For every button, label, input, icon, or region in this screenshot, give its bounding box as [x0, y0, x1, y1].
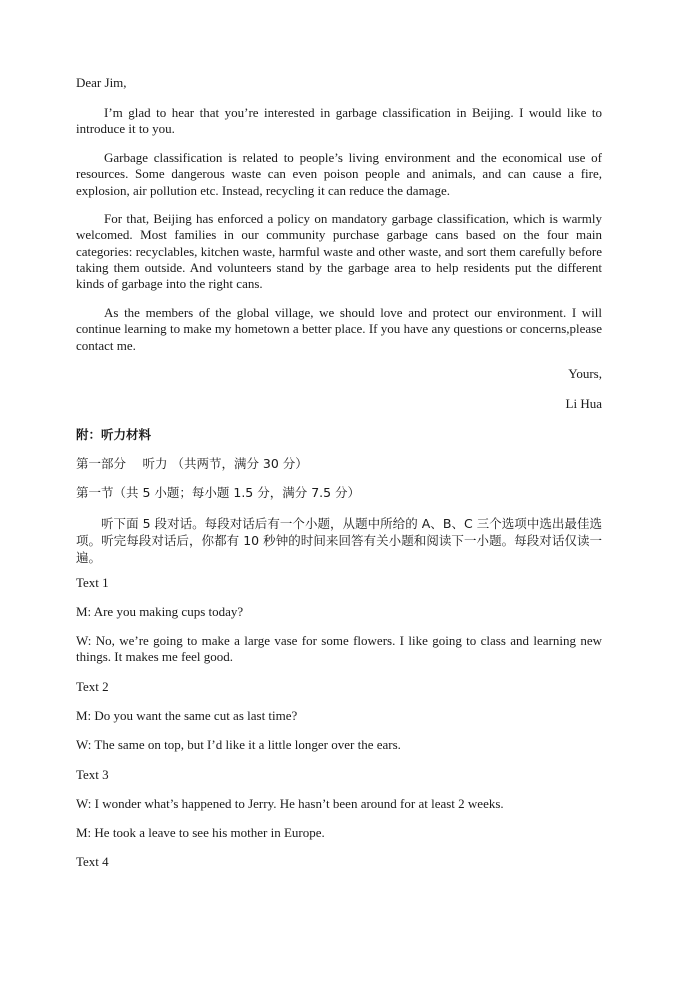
letter-signature: Li Hua — [565, 396, 602, 411]
section-heading: 第一节（共 5 小题；每小题 1.5 分，满分 7.5 分） — [76, 485, 361, 500]
text-3-line-2: M: He took a leave to see his mother in Europe. — [76, 825, 325, 840]
letter-paragraph-4: As the members of the global village, we should love and protect our environment. I will continue learning to make my hometown a better place. If you have any questions or concerns,please contact me. — [76, 305, 602, 353]
text-1-label: Text 1 — [76, 575, 109, 590]
letter-closing: Yours, — [568, 366, 602, 381]
text-2-line-2: W: The same on top, but I’d like it a little longer over the ears. — [76, 737, 401, 752]
text-3-label: Text 3 — [76, 767, 109, 782]
letter-paragraph-1: I’m glad to hear that you’re interested in garbage classification in Beijing. I would like to introduce it to you. — [76, 105, 602, 137]
text-3-line-1: W: I wonder what’s happened to Jerry. He hasn’t been around for at least 2 weeks. — [76, 796, 504, 811]
text-2-label: Text 2 — [76, 679, 109, 694]
text-1-line-2: W: No, we’re going to make a large vase for some flowers. I like going to class and learning new things. It makes me feel good. — [76, 633, 602, 665]
listening-instructions: 听下面 5 段对话。每段对话后有一个小题，从题中所给的 A、B、C 三个选项中选出最佳选项。听完每段对话后，你都有 10 秒钟的时间来回答有关小题和阅读下一小题。每段对话仅读一遍。 — [76, 516, 602, 565]
letter-salutation: Dear Jim, — [76, 75, 127, 90]
text-2-line-1: M: Do you want the same cut as last time? — [76, 708, 298, 723]
letter-paragraph-3: For that, Beijing has enforced a policy on mandatory garbage classification, which is warmly welcomed. Most families in our community purchase garbage cans based on the four main categories: recyclables, kitchen waste, harmful waste and other waste, and sort them carefully before taking them outside. And volunteers stand by the garbage area to help residents put the different kinds of garbage into the right cans. — [76, 211, 602, 292]
appendix-title: 附：听力材料 — [76, 427, 152, 442]
text-4-label: Text 4 — [76, 854, 109, 869]
letter-paragraph-2: Garbage classification is related to people’s living environment and the economical use of resources. Some dangerous waste can even poison people and animals, and can cause a fire, explosion, air pollution etc. Instead, recycling it can reduce the damage. — [76, 150, 602, 198]
text-1-line-1: M: Are you making cups today? — [76, 604, 244, 619]
part-heading: 第一部分 听力 （共两节，满分 30 分） — [76, 456, 308, 471]
